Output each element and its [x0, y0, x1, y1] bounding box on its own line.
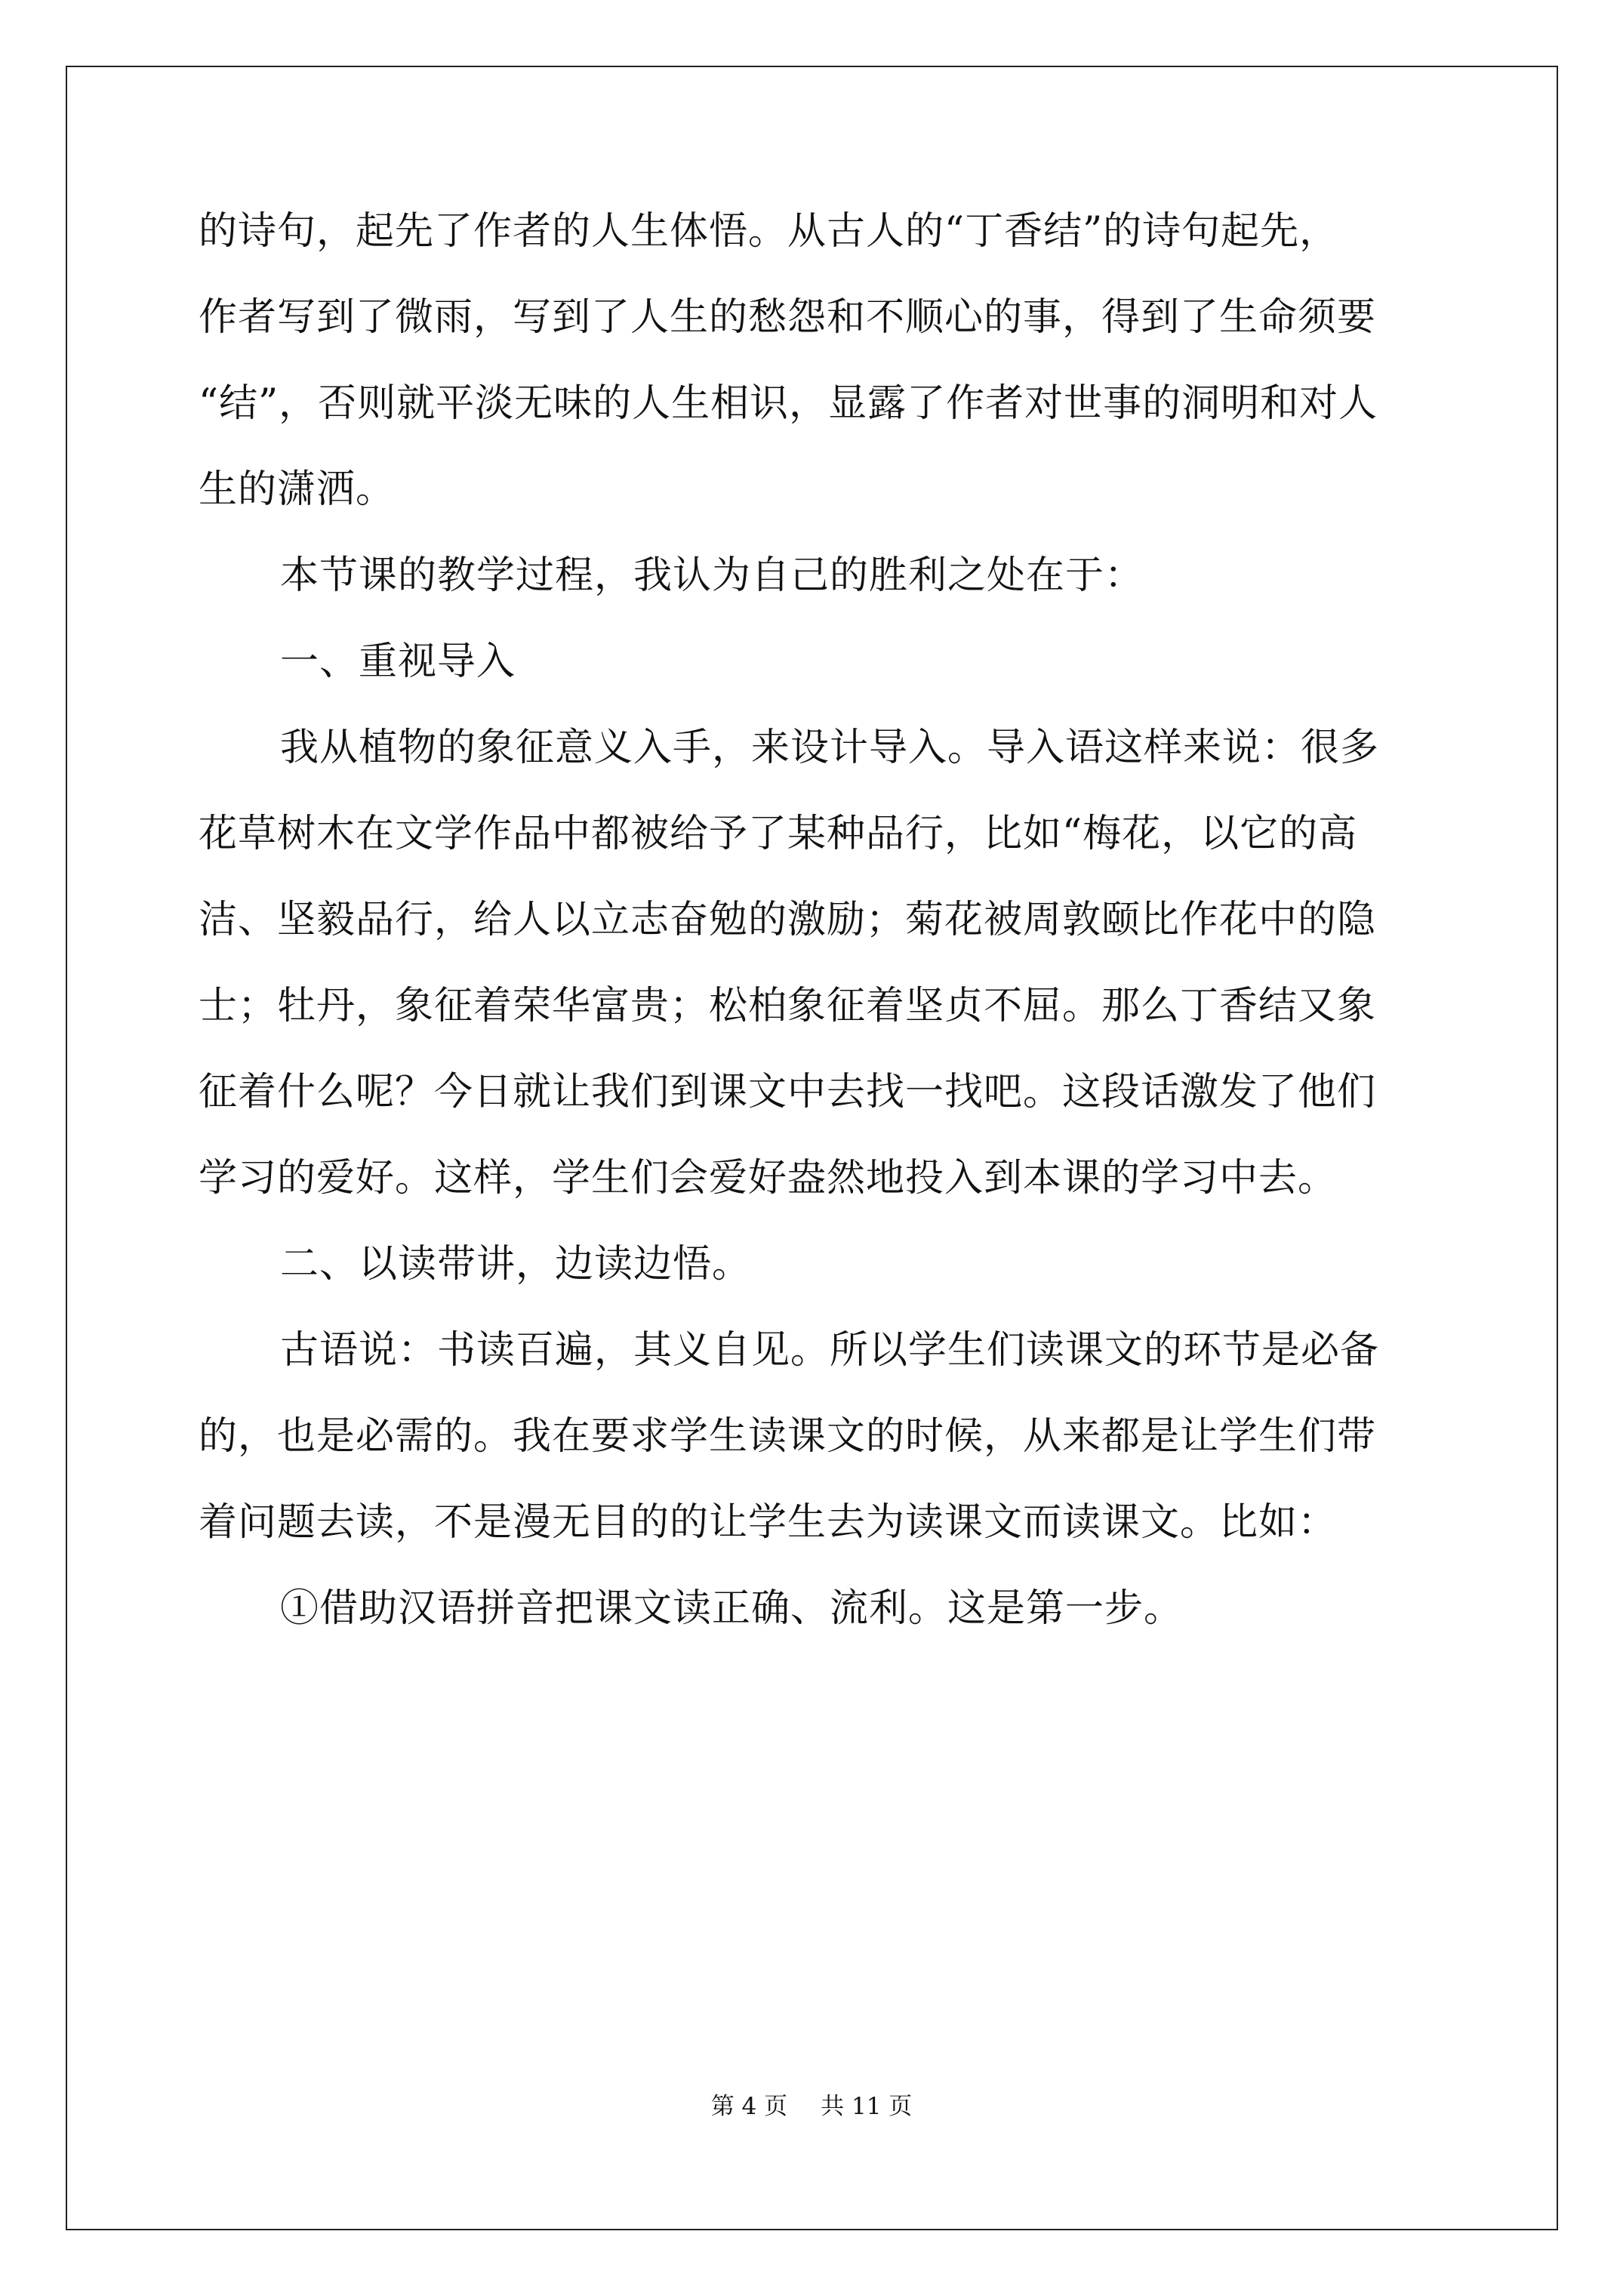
- section-heading: 二、以读带讲，边读边悟。: [280, 1242, 752, 1287]
- text-line: 的诗句，起先了作者的人生体悟。从古人的“丁香结”的诗句起先，: [199, 209, 1339, 254]
- text-line: 洁、坚毅品行，给人以立志奋勉的激励；菊花被周敦颐比作花中的隐: [199, 898, 1377, 942]
- paragraph-first-line: 古语说：书读百遍，其义自见。所以学生们读课文的环节是必备: [280, 1328, 1380, 1373]
- page-total: 共 11 页: [821, 2093, 913, 2120]
- text-line: 士；牡丹，象征着荣华富贵；松柏象征着坚贞不屈。那么丁香结又象: [199, 984, 1377, 1028]
- page-number: 第 4 页: [710, 2093, 788, 2120]
- page-footer: [0, 2091, 1623, 2122]
- text-line: 征着什么呢？今日就让我们到课文中去找一找吧。这段话激发了他们: [199, 1070, 1377, 1114]
- text-line: “结”，否则就平淡无味的人生相识，显露了作者对世事的洞明和对人: [199, 381, 1378, 426]
- text-line: 生的潇洒。: [199, 467, 396, 512]
- text-line: 的，也是必需的。我在要求学生读课文的时候，从来都是让学生们带: [199, 1414, 1377, 1459]
- list-item: ①借助汉语拼音把课文读正确、流利。这是第一步。: [280, 1586, 1184, 1631]
- section-heading: 一、重视导入: [280, 639, 516, 684]
- paragraph-first-line: 我从植物的象征意义入手，来设计导入。导入语这样来说：很多: [280, 726, 1380, 770]
- paragraph-first-line: 本节课的教学过程，我认为自己的胜利之处在于：: [280, 553, 1144, 598]
- text-line: 着问题去读，不是漫无目的的让学生去为读课文而读课文。比如：: [199, 1500, 1338, 1545]
- text-line: 学习的爱好。这样，学生们会爱好盎然地投入到本课的学习中去。: [199, 1156, 1338, 1200]
- document-body: [199, 189, 1437, 1652]
- text-line: 花草树木在文学作品中都被给予了某种品行，比如“梅花，以它的高: [199, 812, 1358, 856]
- text-line: 作者写到了微雨，写到了人生的愁怨和不顺心的事，得到了生命须要: [199, 295, 1377, 340]
